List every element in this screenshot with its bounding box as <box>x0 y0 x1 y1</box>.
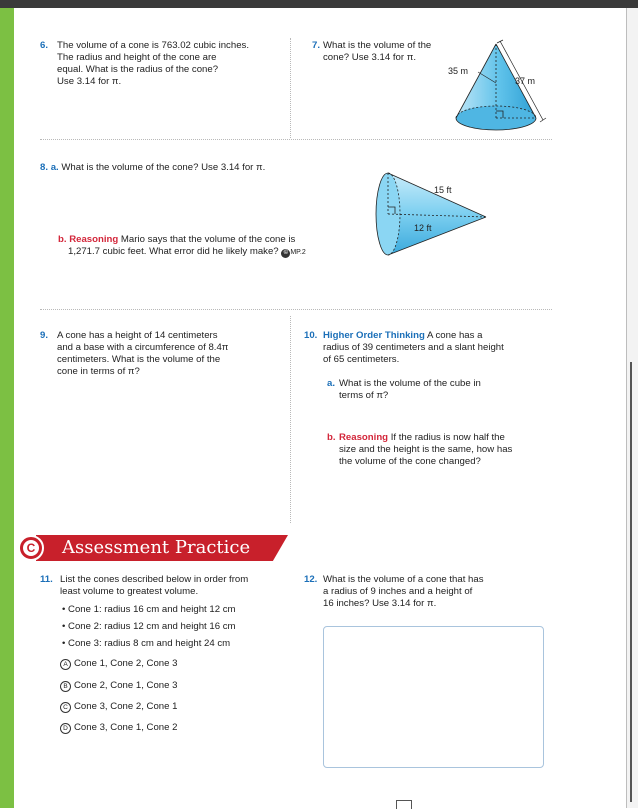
text-line: the volume of the cone changed? <box>339 456 481 467</box>
reasoning-title: Reasoning <box>69 234 119 245</box>
option-text: Cone 3, Cone 1, Cone 2 <box>74 722 178 733</box>
part-label: b. <box>58 234 67 245</box>
option-circle-icon[interactable]: C <box>60 702 71 713</box>
question-8 <box>40 162 265 174</box>
logo-letter: C <box>23 540 39 556</box>
part-label: a. <box>327 378 336 389</box>
assessment-logo-icon <box>18 535 44 561</box>
option-circle-icon[interactable]: B <box>60 681 71 692</box>
question-11 <box>40 574 53 586</box>
question-number: 8. <box>40 162 49 173</box>
slant-label: 37 m <box>515 76 536 86</box>
text-line: A cone has a height of 14 centimeters <box>57 330 218 341</box>
bullet-text: Cone 2: radius 12 cm and height 16 cm <box>68 621 236 632</box>
text-line: List the cones described below in order from <box>60 574 249 585</box>
question-11-text <box>60 574 290 598</box>
text-line: What is the volume of the cube in <box>339 378 481 389</box>
page-edge-green-band <box>0 8 14 808</box>
text-line: Use 3.14 for π. <box>57 76 122 87</box>
question-12 <box>304 574 317 586</box>
question-number: 6. <box>40 40 49 51</box>
divider-vertical <box>290 38 291 138</box>
question-9-text <box>57 330 287 378</box>
question-6 <box>40 40 48 52</box>
hot-title: Higher Order Thinking <box>323 330 425 341</box>
window-top-bar <box>0 0 638 8</box>
answer-option-b[interactable] <box>60 680 177 692</box>
option-text: Cone 3, Cone 2, Cone 1 <box>74 701 178 712</box>
text-line: What is the volume of the <box>323 40 432 51</box>
text-line: A cone has a <box>426 330 483 341</box>
question-number: 9. <box>40 330 49 341</box>
option-circle-icon[interactable]: A <box>60 659 71 670</box>
text-line: and a base with a circumference of 8.4π <box>57 342 229 353</box>
slant-label: 15 ft <box>434 185 452 195</box>
cone-figure-q8 <box>368 165 498 257</box>
answer-option-a[interactable] <box>60 658 177 670</box>
text-line: Mario says that the volume of the cone is <box>120 234 296 245</box>
option-circle-icon[interactable]: D <box>60 723 71 734</box>
text-line: The radius and height of the cone are <box>57 52 217 63</box>
question-6-text <box>57 40 287 88</box>
reasoning-title: Reasoning <box>339 432 389 443</box>
text-line: a radius of 9 inches and a height of <box>323 586 473 597</box>
divider-horizontal <box>40 139 552 140</box>
text-line: If the radius is now half the <box>390 432 505 443</box>
question-12-text <box>323 574 553 610</box>
mp-badge: MP.2 <box>290 249 306 256</box>
text-line: terms of π? <box>339 390 389 401</box>
option-text: Cone 1, Cone 2, Cone 3 <box>74 658 178 669</box>
question-number: 11. <box>40 574 53 585</box>
text-line: cone? Use 3.14 for π. <box>323 52 417 63</box>
text-line: cone in terms of π? <box>57 366 140 377</box>
question-9 <box>40 330 48 342</box>
question-8b <box>58 234 358 259</box>
height-label: 12 ft <box>414 223 432 233</box>
text-line: equal. What is the radius of the cone? <box>57 64 219 75</box>
assessment-practice-banner <box>18 535 288 561</box>
radius-label: 35 m <box>448 66 469 76</box>
question-10-text <box>323 330 563 366</box>
scrollbar-thumb[interactable] <box>630 362 632 802</box>
text-line: least volume to greatest volume. <box>60 586 199 597</box>
answer-option-c[interactable] <box>60 701 177 713</box>
text-line: of 65 centimeters. <box>323 354 400 365</box>
text-line: centimeters. What is the volume of the <box>57 354 221 365</box>
bullet-item: • Cone 2: radius 12 cm and height 16 cm <box>62 621 236 632</box>
divider-horizontal <box>40 309 552 310</box>
text-line: 16 inches? Use 3.14 for π. <box>323 598 437 609</box>
cone-figure-q7 <box>440 38 555 138</box>
bullet-item: • Cone 1: radius 16 cm and height 12 cm <box>62 604 236 615</box>
text-line: The volume of a cone is 763.02 cubic inches. <box>57 40 249 51</box>
part-label: a. <box>50 162 59 173</box>
bullet-text: Cone 1: radius 16 cm and height 12 cm <box>68 604 236 615</box>
option-text: Cone 2, Cone 1, Cone 3 <box>74 680 178 691</box>
question-number: 12. <box>304 574 318 585</box>
question-number: 10. <box>304 330 318 341</box>
bullet-text: Cone 3: radius 8 cm and height 24 cm <box>68 638 231 649</box>
part-label: b. <box>327 432 336 443</box>
text-line: size and the height is the same, how has <box>339 444 513 455</box>
text-line: What is the volume of a cone that has <box>323 574 484 585</box>
question-7 <box>312 40 320 52</box>
bullet-item: • Cone 3: radius 8 cm and height 24 cm <box>62 638 231 649</box>
answer-option-d[interactable] <box>60 722 177 734</box>
scrollbar-track[interactable] <box>627 8 638 808</box>
banner-title: Assessment Practice <box>62 537 251 558</box>
mp-icon: © <box>281 249 290 258</box>
question-10 <box>304 330 317 342</box>
text-line: radius of 39 centimeters and a slant height <box>323 342 504 353</box>
question-number: 7. <box>312 40 321 51</box>
divider-vertical <box>290 316 291 523</box>
answer-box[interactable] <box>323 626 544 768</box>
text-line: 1,271.7 cubic feet. What error did he likely make? <box>68 246 279 257</box>
part-a-text: What is the volume of the cone? Use 3.14 for π. <box>61 162 266 173</box>
